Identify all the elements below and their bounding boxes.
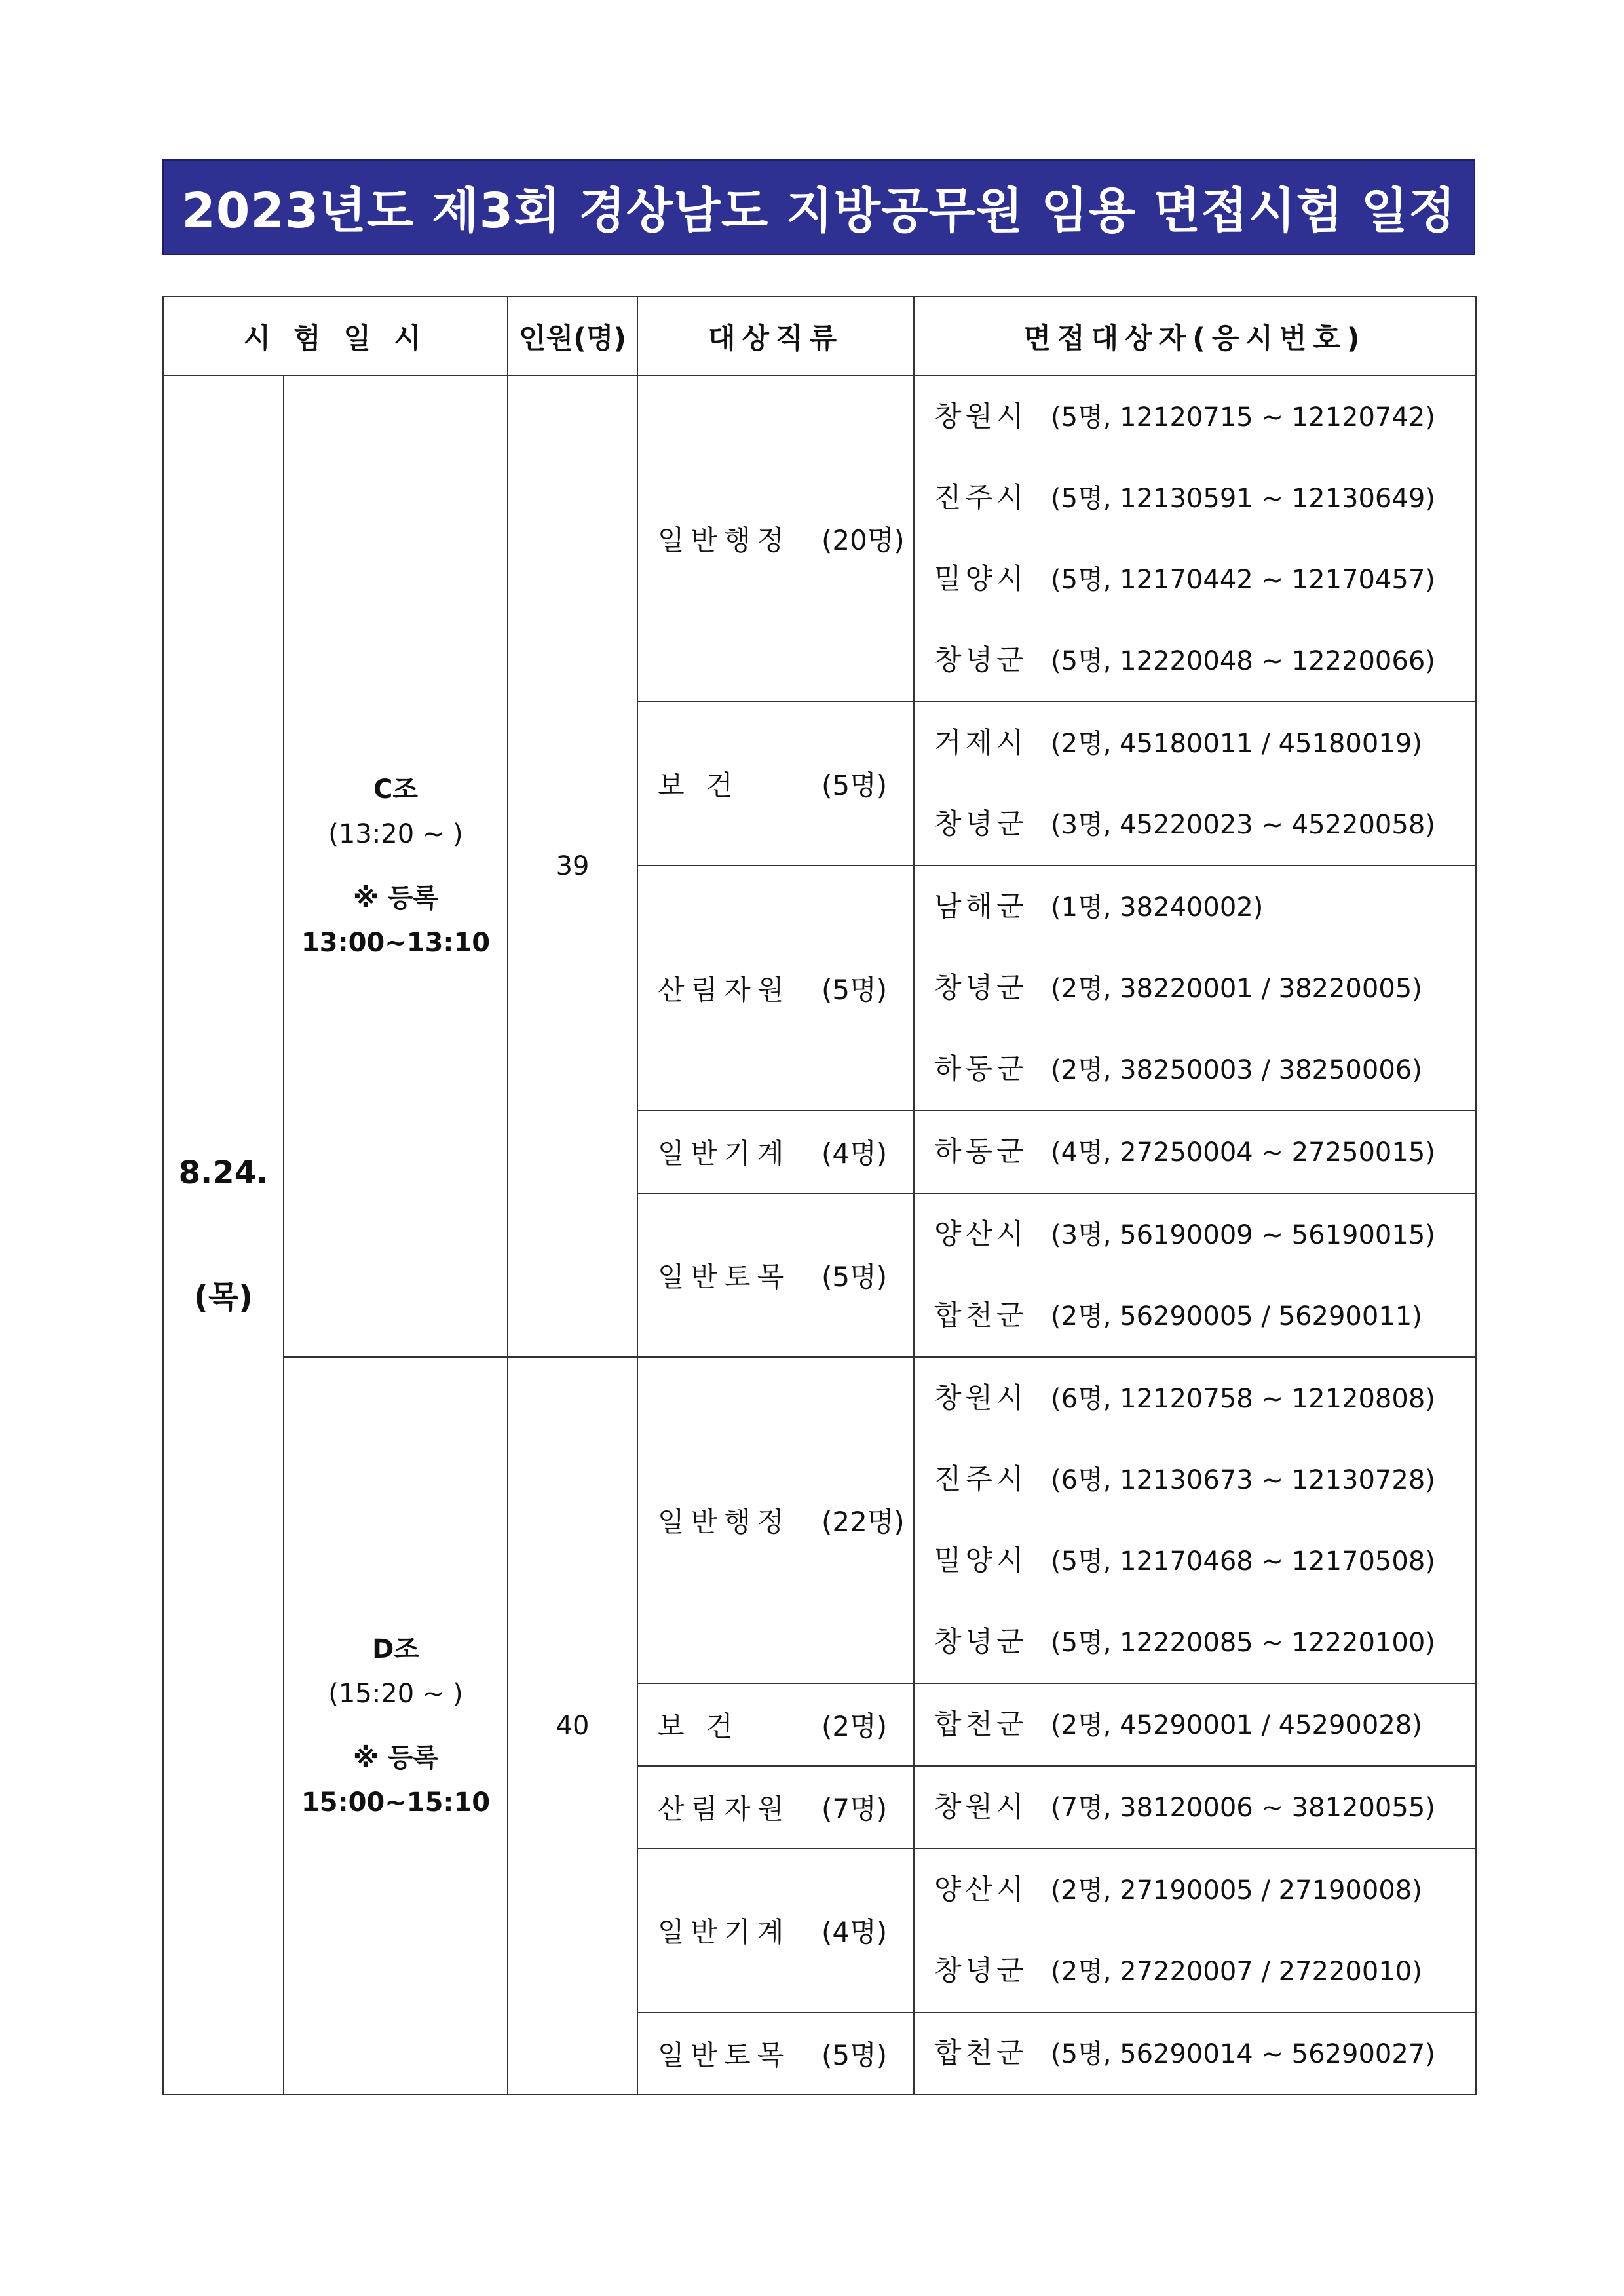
job-category-count: (5명) <box>821 2039 888 2071</box>
job-category-cell <box>637 1357 914 1683</box>
candidate-numbers: (5명, 56290014 ~ 56290027) <box>1051 2039 1435 2069</box>
group-start-time: (13:20 ~ ) <box>328 819 463 849</box>
candidate-line <box>934 866 1475 947</box>
candidate-region: 합천군 <box>934 1708 1028 1741</box>
candidate-region: 양산시 <box>934 1218 1028 1251</box>
group-start-time: (15:20 ~ ) <box>328 1679 463 1709</box>
candidate-line <box>934 1849 1475 1930</box>
exam-weekday: (목) <box>193 1279 254 1316</box>
group-name: C조 <box>373 775 418 805</box>
candidate-region: 밀양시 <box>934 1544 1028 1577</box>
candidate-numbers: (6명, 12130673 ~ 12130728) <box>1051 1465 1435 1495</box>
exam-date: 8.24. <box>178 1155 269 1191</box>
candidate-numbers: (5명, 12220048 ~ 12220066) <box>1051 646 1435 676</box>
group-headcount: 40 <box>508 1357 637 2095</box>
job-category-cell <box>637 2012 914 2095</box>
candidate-line <box>934 376 1475 457</box>
candidate-line <box>934 1930 1475 2012</box>
candidate-line <box>934 784 1475 865</box>
job-category-cell <box>637 375 914 702</box>
job-category-count: (20명) <box>821 524 905 556</box>
candidate-numbers: (2명, 38220001 / 38220005) <box>1051 974 1422 1004</box>
candidate-numbers: (2명, 45180011 / 45180019) <box>1051 729 1422 759</box>
job-category-count: (5명) <box>821 769 888 801</box>
candidate-numbers: (2명, 45290001 / 45290028) <box>1051 1710 1422 1740</box>
candidates-cell <box>914 1683 1476 1766</box>
candidate-line <box>934 539 1475 620</box>
candidate-region: 창녕군 <box>934 972 1028 1004</box>
group-headcount: 39 <box>508 375 637 1357</box>
registration-time: 15:00~15:10 <box>301 1788 491 1818</box>
candidate-region: 밀양시 <box>934 563 1028 596</box>
job-category-name: 일반행정 <box>658 524 791 556</box>
candidate-region: 창녕군 <box>934 644 1028 677</box>
job-category-count: (22명) <box>821 1506 905 1538</box>
candidate-region: 합천군 <box>934 1299 1028 1332</box>
candidate-numbers: (2명, 27220007 / 27220010) <box>1051 1957 1422 1987</box>
page-title: 2023년도 제3회 경상남도 지방공무원 임용 면접시험 일정 <box>162 159 1475 255</box>
job-category-name: 보 건 <box>658 1710 740 1742</box>
candidate-numbers: (2명, 27190005 / 27190008) <box>1051 1875 1422 1905</box>
schedule-table <box>162 296 1477 2095</box>
schedule-body <box>163 375 1476 2095</box>
header-candidates: 면접대상자(응시번호) <box>914 297 1476 375</box>
candidate-line <box>934 1111 1475 1193</box>
candidate-region: 양산시 <box>934 1873 1028 1906</box>
candidate-line <box>934 1684 1475 1765</box>
candidates-cell <box>914 1111 1476 1193</box>
candidate-line <box>934 1194 1475 1275</box>
candidates-cell <box>914 702 1476 866</box>
candidates-cell <box>914 1357 1476 1683</box>
job-category-cell <box>637 702 914 866</box>
group-cell <box>284 1357 508 2095</box>
candidate-region: 진주시 <box>934 1463 1028 1496</box>
candidate-numbers: (5명, 12220085 ~ 12220100) <box>1051 1628 1435 1658</box>
candidate-numbers: (7명, 38120006 ~ 38120055) <box>1051 1793 1435 1823</box>
exam-date-cell <box>163 375 284 2095</box>
candidate-region: 남해군 <box>934 890 1028 923</box>
registration-time: 13:00~13:10 <box>301 928 491 958</box>
candidate-region: 거제시 <box>934 727 1028 759</box>
candidate-numbers: (3명, 56190009 ~ 56190015) <box>1051 1220 1435 1250</box>
job-category-cell <box>637 1766 914 1848</box>
job-category-cell <box>637 1193 914 1357</box>
job-category-name: 일반기계 <box>658 1916 791 1948</box>
job-category-cell <box>637 1111 914 1193</box>
candidate-region: 창녕군 <box>934 1955 1028 1987</box>
table-row <box>163 1357 1476 1683</box>
job-category-cell <box>637 1848 914 2012</box>
job-category-name: 일반토목 <box>658 2039 791 2071</box>
job-category-name: 일반행정 <box>658 1506 791 1538</box>
candidate-line <box>934 1601 1475 1683</box>
group-spacer <box>284 856 507 876</box>
candidate-line <box>934 947 1475 1029</box>
candidate-line <box>934 1358 1475 1439</box>
job-category-name: 산림자원 <box>658 974 791 1006</box>
candidate-numbers: (2명, 38250003 / 38250006) <box>1051 1055 1422 1085</box>
registration-label: ※ 등록 <box>352 1743 439 1773</box>
candidate-numbers: (5명, 12130591 ~ 12130649) <box>1051 484 1435 514</box>
candidate-numbers: (3명, 45220023 ~ 45220058) <box>1051 810 1435 840</box>
candidate-region: 하동군 <box>934 1053 1028 1086</box>
candidate-region: 하동군 <box>934 1136 1028 1168</box>
candidate-line <box>934 2013 1475 2094</box>
header-headcount: 인원(명) <box>508 297 637 375</box>
header-job-category: 대상직류 <box>637 297 914 375</box>
table-row <box>163 375 1476 702</box>
job-category-name: 일반기계 <box>658 1138 791 1170</box>
candidate-numbers: (5명, 12170468 ~ 12170508) <box>1051 1546 1435 1577</box>
candidates-cell <box>914 2012 1476 2095</box>
candidate-numbers: (4명, 27250004 ~ 27250015) <box>1051 1138 1435 1168</box>
candidate-line <box>934 457 1475 539</box>
candidates-cell <box>914 375 1476 702</box>
candidate-line <box>934 1439 1475 1520</box>
candidate-numbers: (6명, 12120758 ~ 12120808) <box>1051 1384 1435 1414</box>
candidates-cell <box>914 1193 1476 1357</box>
group-name: D조 <box>372 1634 419 1664</box>
job-category-cell <box>637 866 914 1111</box>
candidates-cell <box>914 1766 1476 1848</box>
candidate-region: 진주시 <box>934 482 1028 514</box>
candidate-line <box>934 1520 1475 1601</box>
candidates-cell <box>914 1848 1476 2012</box>
candidate-region: 창원시 <box>934 1382 1028 1415</box>
job-category-count: (4명) <box>821 1916 888 1948</box>
job-category-count: (7명) <box>821 1793 888 1825</box>
candidate-line <box>934 702 1475 784</box>
candidate-region: 창녕군 <box>934 1626 1028 1658</box>
candidate-numbers: (2명, 56290005 / 56290011) <box>1051 1301 1422 1331</box>
candidate-line <box>934 1275 1475 1356</box>
candidate-region: 합천군 <box>934 2037 1028 2070</box>
candidate-numbers: (5명, 12170442 ~ 12170457) <box>1051 565 1435 595</box>
job-category-count: (2명) <box>821 1710 888 1742</box>
header-row <box>163 297 1476 375</box>
candidate-line <box>934 1029 1475 1110</box>
candidate-region: 창원시 <box>934 1791 1028 1824</box>
job-category-name: 산림자원 <box>658 1793 791 1825</box>
job-category-name: 보 건 <box>658 769 740 801</box>
candidate-line <box>934 620 1475 701</box>
header-exam-datetime: 시 험 일 시 <box>163 297 508 375</box>
candidate-numbers: (5명, 12120715 ~ 12120742) <box>1051 402 1435 432</box>
candidate-numbers: (1명, 38240002) <box>1051 892 1264 923</box>
job-category-count: (4명) <box>821 1138 888 1170</box>
candidate-region: 창원시 <box>934 400 1028 433</box>
job-category-count: (5명) <box>821 1261 888 1293</box>
group-spacer <box>284 1716 507 1736</box>
candidate-line <box>934 1767 1475 1848</box>
registration-label: ※ 등록 <box>352 883 439 913</box>
group-cell <box>284 375 508 1357</box>
job-category-name: 일반토목 <box>658 1261 791 1293</box>
job-category-cell <box>637 1683 914 1766</box>
candidates-cell <box>914 866 1476 1111</box>
candidate-region: 창녕군 <box>934 808 1028 841</box>
job-category-count: (5명) <box>821 974 888 1006</box>
